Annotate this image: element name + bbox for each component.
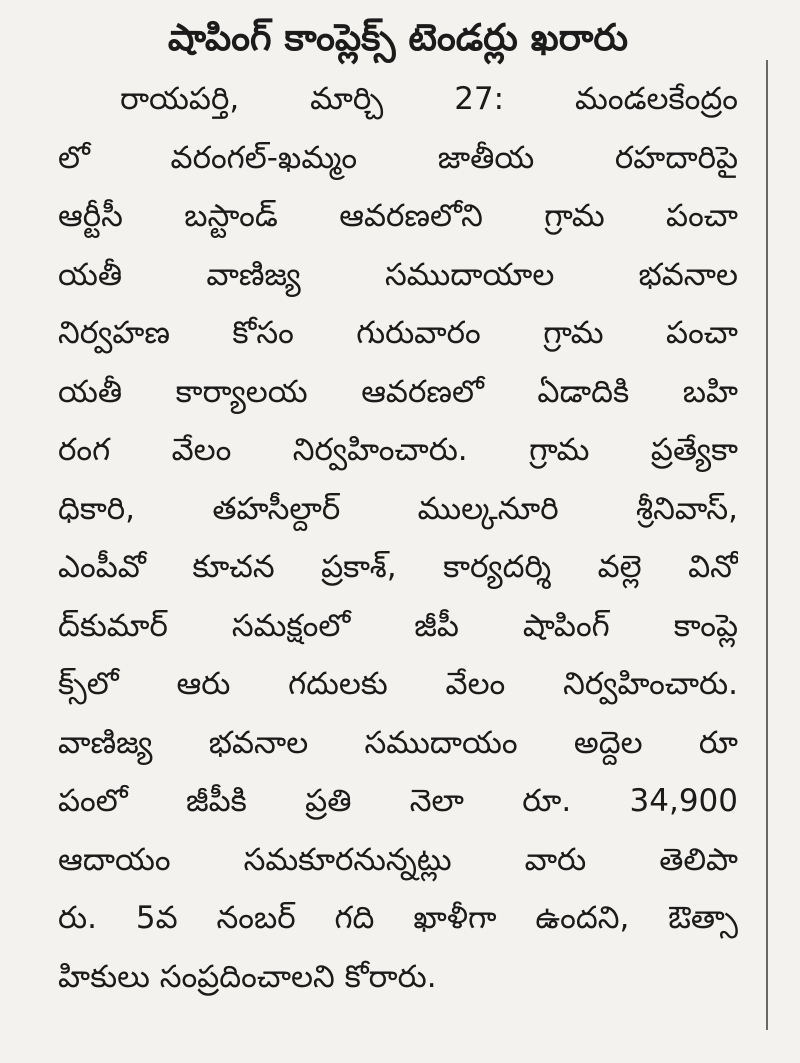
body-line: యతీ కార్యాలయ ఆవరణలో ఏడాదికి బహి [58,373,738,410]
body-line: రాయపర్తి, మార్చి 27: మండలకేంద్రం [120,81,738,117]
body-line: ఎంపీవో కూచన ప్రకాశ్, కార్యదర్శి వల్లె వినో [58,549,738,585]
body-line: ధికారి, తహసీల్దార్ ముల్కనూరి శ్రీనివాస్, [58,490,738,527]
body-line: పంలో జీపీకి ప్రతి నెలా రూ. 34,900 [58,783,738,819]
body-line: ఆర్టీసీ బస్టాండ్ ఆవరణలోని గ్రామ పంచా [58,198,738,234]
body-line: నిర్వహణ కోసం గురువారం గ్రామ పంచా [58,315,738,351]
body-line: ద్‌కుమార్ సమక్షంలో జీపీ షాపింగ్ కాంప్లె [58,607,738,644]
news-article [58,10,738,1006]
body-line: రు. 5వ నంబర్ గది ఖాళీగా ఉందని, ఔత్సా [58,900,738,936]
article-body [58,70,738,1006]
body-line: క్స్‌లో ఆరు గదులకు వేలం నిర్వహించారు. [58,666,738,702]
column-divider [766,60,768,1030]
body-line: ఆదాయం సమకూరనున్నట్లు వారు తెలిపా [58,841,738,878]
body-line: హికులు సంప్రదించాలని కోరారు. [58,958,437,995]
body-line: యతీ వాణిజ్య సముదాయాల భవనాల [58,256,738,293]
body-line: వాణిజ్య భవనాల సముదాయం అద్దెల రూ [58,724,738,761]
article-headline: షాపింగ్ కాంప్లెక్స్ టెండర్లు ఖరారు [167,16,629,59]
body-line: రంగ వేలం నిర్వహించారు. గ్రామ ప్రత్యేకా [58,432,738,468]
body-line: లో వరంగల్-ఖమ్మం జాతీయ రహదారిపై [58,139,738,176]
